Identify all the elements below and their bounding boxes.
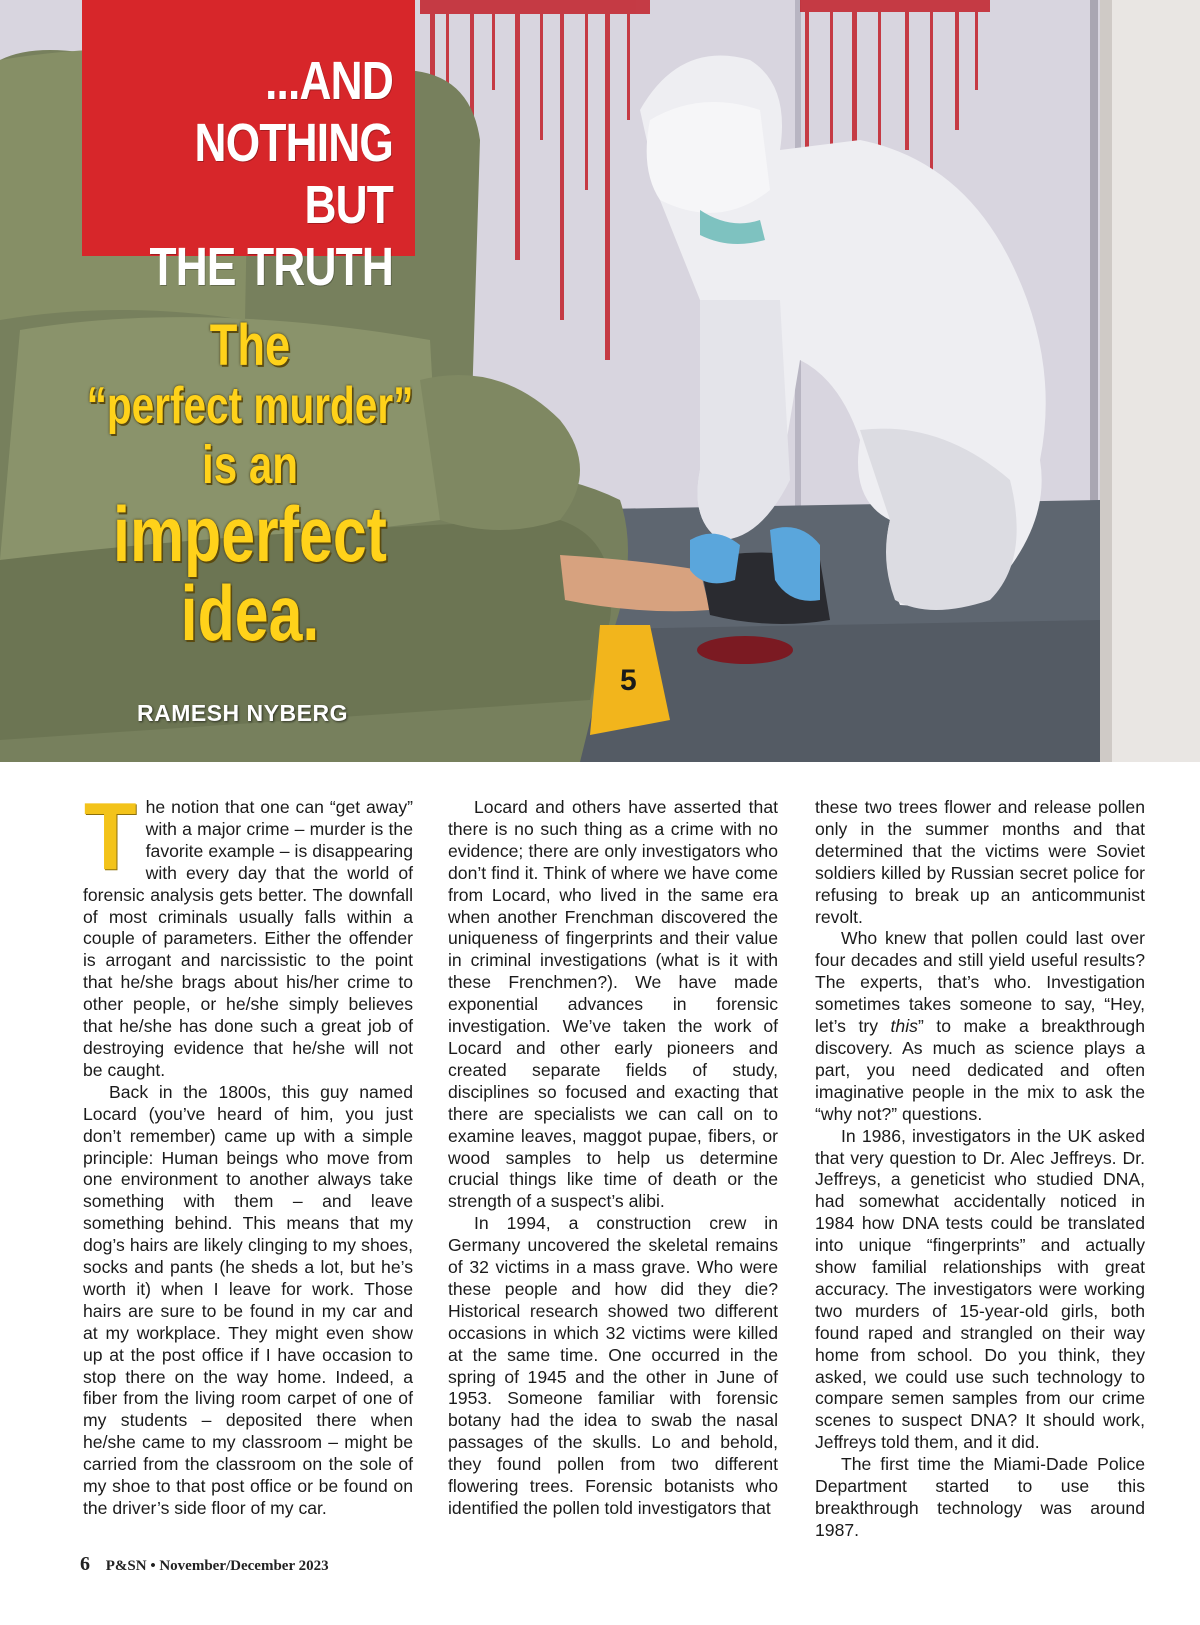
drop-cap: T [83, 783, 137, 890]
subhead-line: idea. [180, 569, 320, 657]
paragraph: The first time the Miami-Dade Police Department started to use this breakthrough technology was around 1987. [815, 1454, 1145, 1540]
subheadline [40, 313, 460, 657]
paragraph: Back in the 1800s, this guy named Locard (you’ve heard of him, you just don’t remember) came up with a simple principle: Human beings who move from one environment to another always take something with them – and leave something behind. This means that my dog’s hairs are likely clinging to my shoes, socks and pants (he sheds a lot, but he’s worth it) when I leave for work. Those hairs are sure to be found in my car and at my workplace. They might even show up at the post office if I have occasion to stop there on the way home. Indeed, a fiber from the living room carpet of one of my students – deposited there when he/she came to my classroom – might be carried from the classroom on the sole of my shoe to that post office or be found on the driver’s side floor of my car. [83, 1081, 413, 1518]
subhead-line: “perfect murder” [86, 377, 414, 435]
svg-text:5: 5 [620, 664, 637, 697]
paragraph: Who knew that pollen could last over four decades and still yield useful results? The experts, that’s who. Investigation sometimes takes someone to say, “Hey, let’s try this” to make a breakthrough discovery. As much as science plays a part, you need dedicated and often imaginative people in the mix to ask the “why not?” questions. [815, 928, 1145, 1124]
author-byline: RAMESH NYBERG [137, 700, 348, 726]
paragraph: In 1994, a construction crew in Germany uncovered the skeletal remains of 32 victims in a mass grave. Who were these people and how did they die? Historical research showed two different occasions in which 32 victims were killed at the same time. One occurred in the spring of 1945 and the other in June of 1953. Someone familiar with forensic botany had the idea to swab the nasal passages of the skulls. Lo and behold, they found pollen from two different flowering trees. Forensic botanists who identified the pollen told investigators that [448, 1213, 778, 1518]
subhead-line: The [209, 313, 291, 378]
headline-line: THE TRUTH [149, 237, 393, 297]
headline-box [82, 0, 415, 297]
hero-image [0, 0, 1200, 762]
headline-line: NOTHING BUT [194, 113, 393, 235]
subhead-line: is an [202, 435, 298, 495]
text-column-3 [815, 797, 1145, 1542]
page-number: 6 [80, 1553, 90, 1575]
paragraph: The notion that one can “get away” with a major crime – murder is the favorite example – is disappearing with every day that the world of forensic analysis gets better. The downfall of most criminals usually falls within a couple of parameters. Either the offender is arrogant and narcissistic to the point that he/she brags about his/her crime to other people, or he/she simply believes that he/she has done such a great job of destroying evidence that he/she will not be caught. [83, 783, 413, 1080]
text-column-2 [448, 797, 778, 1520]
page-footer [80, 1553, 329, 1576]
paragraph: these two trees flower and release pollen only in the summer months and that determined that the victims were Soviet soldiers killed by Russian secret police for refusing to break up an anticommunist revolt. [815, 797, 1145, 927]
paragraph: Locard and others have asserted that there is no such thing as a crime with no evidence; there are only investigators who don’t find it. Think of where we have come from Locard, who lived in the same era when another Frenchman discovered the uniqueness of fingerprints and their value in criminal investigations (what is it with these Frenchmen?). We have made exponential advances in forensic investigation. We’ve taken the work of Locard and other early pioneers and created separate fields of study, disciplines so focused and exacting that there are specialists we can call on to examine leaves, maggot pupae, fibers, or wood samples to help us determine crucial things like time of death or the strength of a suspect’s alibi. [448, 797, 778, 1212]
paragraph: In 1986, investigators in the UK asked that very question to Dr. Alec Jeffreys. Dr. Jeffreys, a geneticist who studied DNA, had somewhat accidentally noticed in 1984 how DNA tests could be translated into unique “fingerprints” and actually show familial relationships with great accuracy. The investigators were working two murders of 15-year-old girls, both found raped and strangled on their way home from school. Do you think, they asked, we could use such technology to compare semen samples from our crime scenes to suspect DNA? It should work, Jeffreys told them, and it did. [815, 1125, 1145, 1453]
publication-info: P&SN • November/December 2023 [105, 1558, 329, 1574]
text-column-1 [83, 783, 413, 1520]
subhead-line: imperfect [113, 490, 387, 578]
headline-line: ...AND [265, 51, 393, 111]
